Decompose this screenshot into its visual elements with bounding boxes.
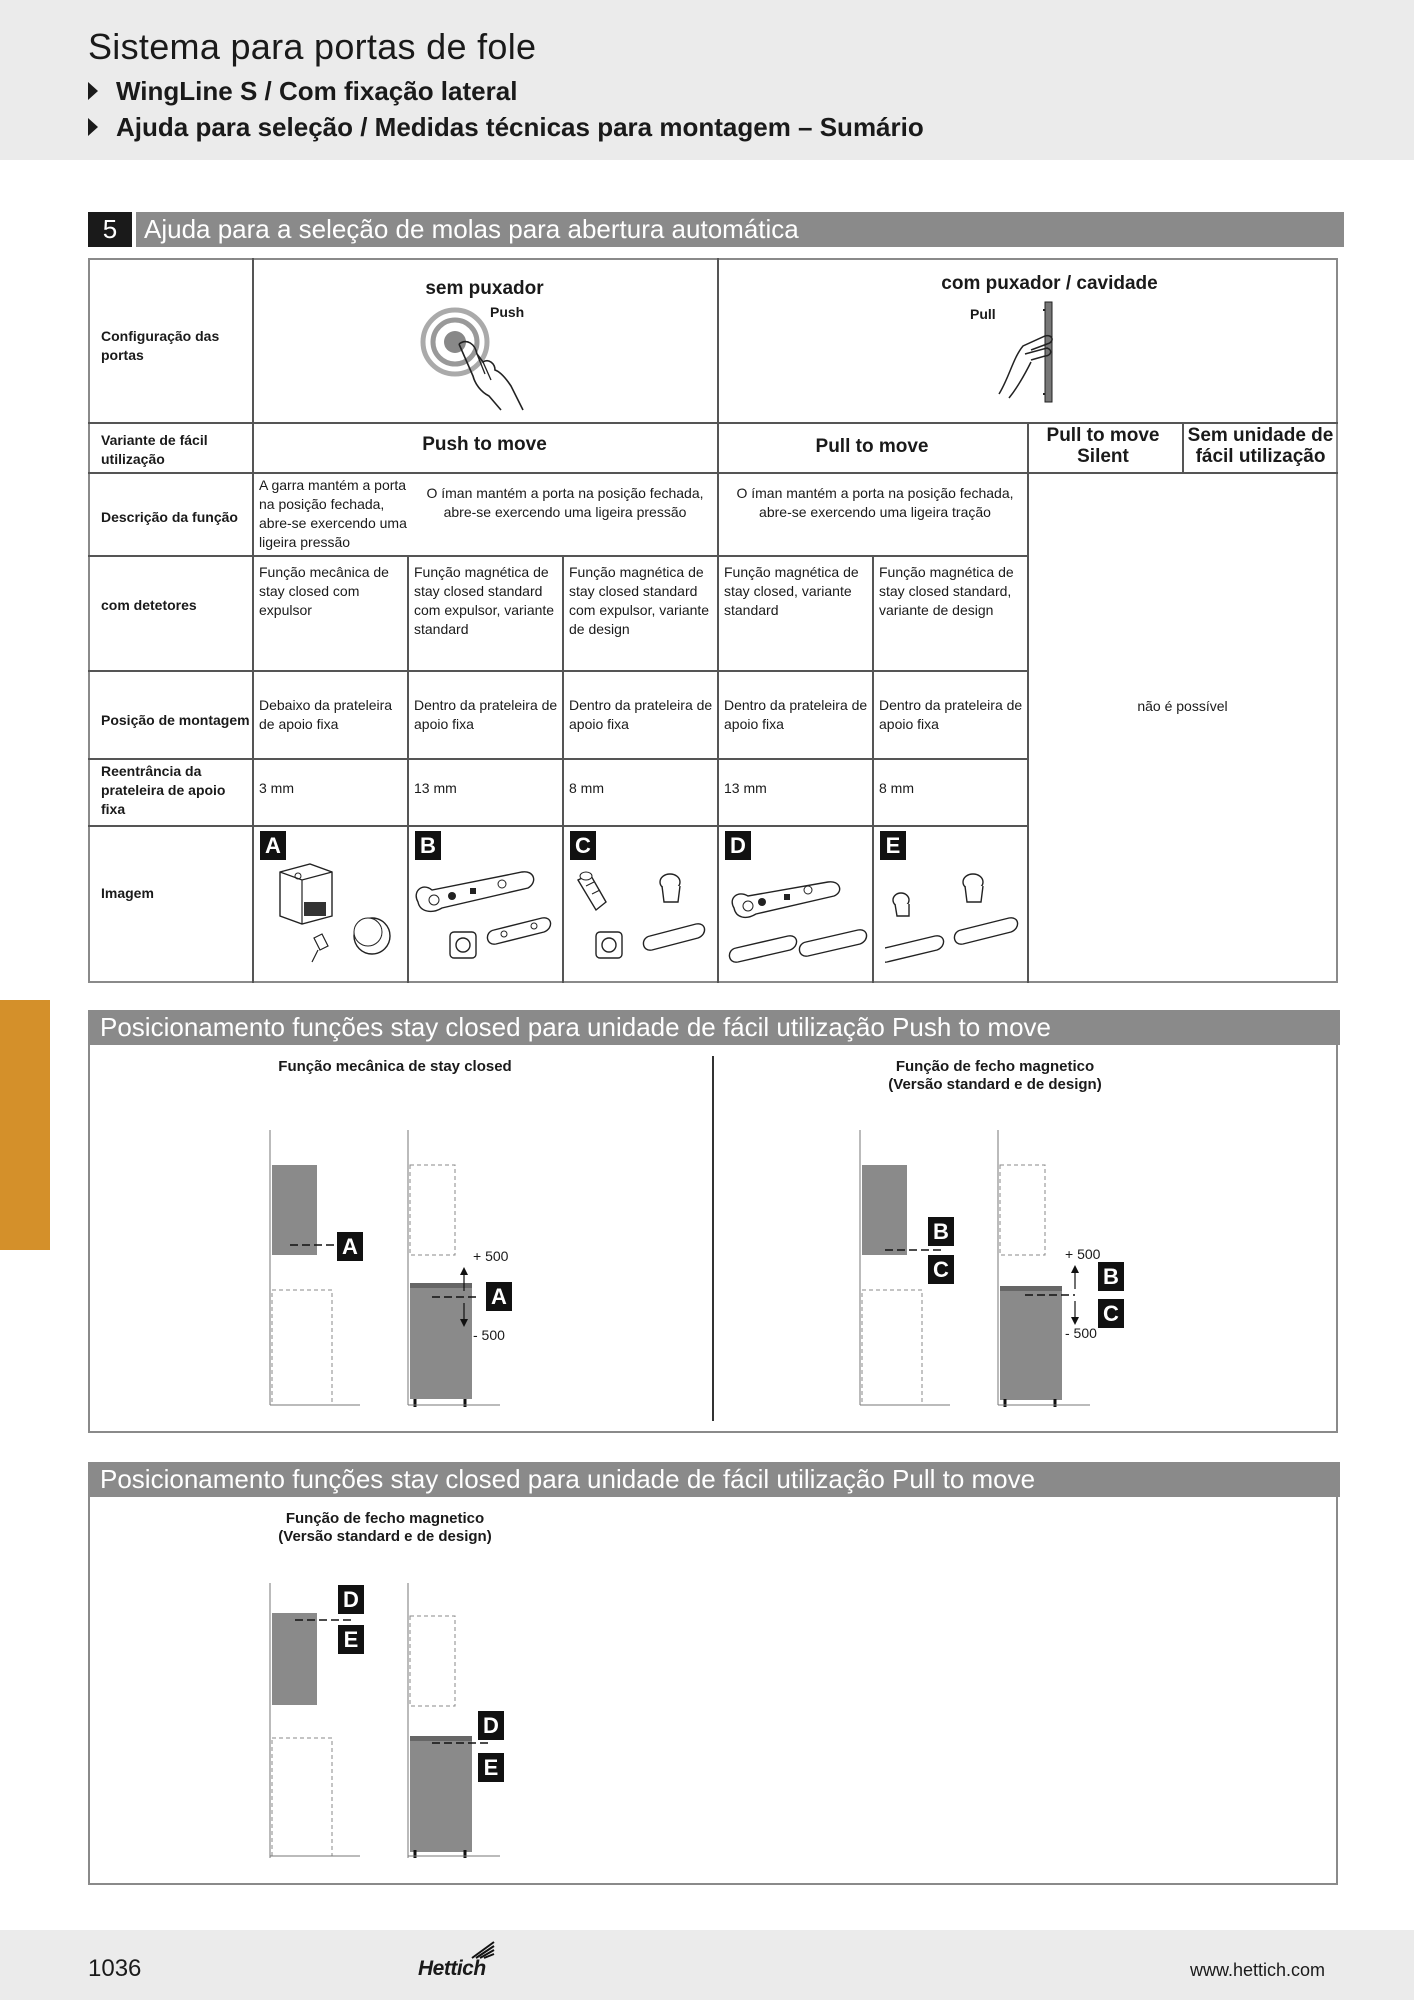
push-mechanical-diagram bbox=[260, 1125, 560, 1410]
push-left-title: Função mecânica de stay closed bbox=[278, 1058, 512, 1075]
det-a: Função mecânica de stay closed com expulsor bbox=[259, 564, 389, 618]
row-label-mounting: Posição de montagem bbox=[101, 712, 250, 728]
product-e-illustration bbox=[885, 862, 1025, 972]
push-right-title-2: (Versão standard e de design) bbox=[888, 1076, 1102, 1093]
row-label-variant: Variante de fácil utilização bbox=[101, 432, 208, 467]
pull-title-2: (Versão standard e de design) bbox=[278, 1528, 492, 1545]
push-label-b2: B bbox=[1098, 1262, 1124, 1291]
row-label-config: Configuração das portas bbox=[101, 328, 220, 363]
push-label-c1: C bbox=[928, 1255, 954, 1284]
push-label-a2: A bbox=[486, 1282, 512, 1311]
table-rule bbox=[88, 670, 1028, 672]
pull-title-1: Função de fecho magnetico bbox=[285, 1510, 485, 1527]
pull-label-e2: E bbox=[478, 1753, 504, 1782]
page-number: 1036 bbox=[88, 1955, 142, 1982]
det-c: Função magnética de stay closed standard com expulsor, variante de design bbox=[569, 564, 710, 637]
desc-bc: O íman mantém a porta na posição fechada, abre-se exercendo uma ligeira pressão bbox=[426, 485, 704, 520]
product-c-illustration bbox=[566, 862, 711, 972]
push-section-divider bbox=[712, 1056, 714, 1421]
desc-a: A garra mantém a porta na posição fechada, abre-se exercendo uma ligeira pressão bbox=[259, 477, 407, 550]
chapter-tab bbox=[0, 1000, 50, 1250]
table-divider bbox=[252, 258, 254, 983]
row-label-description: Descrição da função bbox=[101, 509, 238, 525]
recess-c: 8 mm bbox=[569, 780, 604, 796]
variant-pull: Pull to move bbox=[815, 436, 929, 457]
det-e: Função magnética de stay closed standard, variante de design bbox=[879, 564, 1014, 618]
table-rule bbox=[88, 825, 1028, 827]
page-title: Sistema para portas de fole bbox=[88, 26, 537, 67]
pull-magnetic-diagram bbox=[260, 1578, 560, 1863]
recess-e: 8 mm bbox=[879, 780, 914, 796]
subtitle-1-text: WingLine S / Com fixação lateral bbox=[116, 76, 518, 106]
not-possible: não é possível bbox=[1137, 698, 1228, 714]
mount-b: Dentro da prateleira de apoio fixa bbox=[414, 697, 558, 732]
mount-c: Dentro da prateleira de apoio fixa bbox=[569, 697, 713, 732]
recess-b: 13 mm bbox=[414, 780, 457, 796]
subtitle-1 bbox=[88, 76, 517, 107]
push-magnetic-dim-plus: + 500 bbox=[1065, 1246, 1101, 1262]
brand-name: Hettich bbox=[418, 1957, 486, 1980]
push-label-c2: C bbox=[1098, 1299, 1124, 1328]
website-url: www.hettich.com bbox=[1190, 1960, 1326, 1980]
variant-push: Push to move bbox=[422, 434, 547, 455]
push-right-title-1: Função de fecho magnetico bbox=[895, 1058, 1095, 1075]
pull-label-e1: E bbox=[338, 1625, 364, 1654]
table-divider bbox=[717, 258, 719, 983]
pull-label-d1: D bbox=[338, 1585, 364, 1614]
pull-hand-icon bbox=[995, 298, 1075, 408]
push-dim-minus: - 500 bbox=[473, 1327, 505, 1343]
variant-silent: Pull to move Silent bbox=[1046, 425, 1160, 467]
config-push-title: sem puxador bbox=[425, 278, 544, 299]
product-d-illustration bbox=[728, 862, 873, 972]
push-label-b1: B bbox=[928, 1217, 954, 1246]
push-section-title: Posicionamento funções stay closed para unidade de fácil utilização Push to move bbox=[88, 1010, 1340, 1045]
table-rule bbox=[88, 758, 1028, 760]
mount-e: Dentro da prateleira de apoio fixa bbox=[879, 697, 1023, 732]
push-label-a1: A bbox=[337, 1232, 363, 1261]
push-hand-icon bbox=[415, 300, 530, 418]
product-a-illustration bbox=[270, 862, 400, 972]
image-label-b: B bbox=[415, 831, 441, 860]
table-divider bbox=[562, 555, 564, 983]
table-rule bbox=[88, 555, 1028, 557]
section-number: 5 bbox=[88, 212, 132, 247]
det-d: Função magnética de stay closed, variante standard bbox=[724, 564, 859, 618]
mount-d: Dentro da prateleira de apoio fixa bbox=[724, 697, 868, 732]
config-pull-sub: Pull bbox=[970, 306, 996, 322]
subtitle-2 bbox=[88, 112, 924, 143]
image-label-e: E bbox=[880, 831, 906, 860]
image-label-c: C bbox=[570, 831, 596, 860]
config-pull-title: com puxador / cavidade bbox=[941, 273, 1158, 294]
image-label-a: A bbox=[260, 831, 286, 860]
row-label-image: Imagem bbox=[101, 885, 154, 901]
triangle-bullet-icon bbox=[88, 118, 98, 136]
desc-de: O íman mantém a porta na posição fechada, abre-se exercendo uma ligeira tração bbox=[736, 485, 1014, 520]
push-dim-plus: + 500 bbox=[473, 1248, 509, 1264]
triangle-bullet-icon bbox=[88, 82, 98, 100]
table-rule bbox=[88, 422, 1338, 424]
product-b-illustration bbox=[412, 862, 557, 972]
recess-a: 3 mm bbox=[259, 780, 294, 796]
recess-d: 13 mm bbox=[724, 780, 767, 796]
variant-none: Sem unidade de fácil utilização bbox=[1187, 425, 1334, 467]
det-b: Função magnética de stay closed standard com expulsor, variante standard bbox=[414, 564, 555, 637]
pull-section-title: Posicionamento funções stay closed para unidade de fácil utilização Pull to move bbox=[88, 1462, 1340, 1497]
image-label-d: D bbox=[725, 831, 751, 860]
table-divider bbox=[407, 555, 409, 983]
row-label-recess: Reentrância da prateleira de apoio fixa bbox=[101, 763, 226, 817]
pull-label-d2: D bbox=[478, 1711, 504, 1740]
mount-a: Debaixo da prateleira de apoio fixa bbox=[259, 697, 393, 732]
row-label-detectors: com detetores bbox=[101, 597, 197, 613]
section-title: Ajuda para a seleção de molas para abertura automática bbox=[136, 212, 1344, 247]
subtitle-2-text: Ajuda para seleção / Medidas técnicas para montagem – Sumário bbox=[116, 112, 924, 142]
push-magnetic-dim-minus: - 500 bbox=[1065, 1325, 1097, 1341]
table-rule bbox=[88, 472, 1338, 474]
config-push-sub: Push bbox=[490, 304, 525, 320]
